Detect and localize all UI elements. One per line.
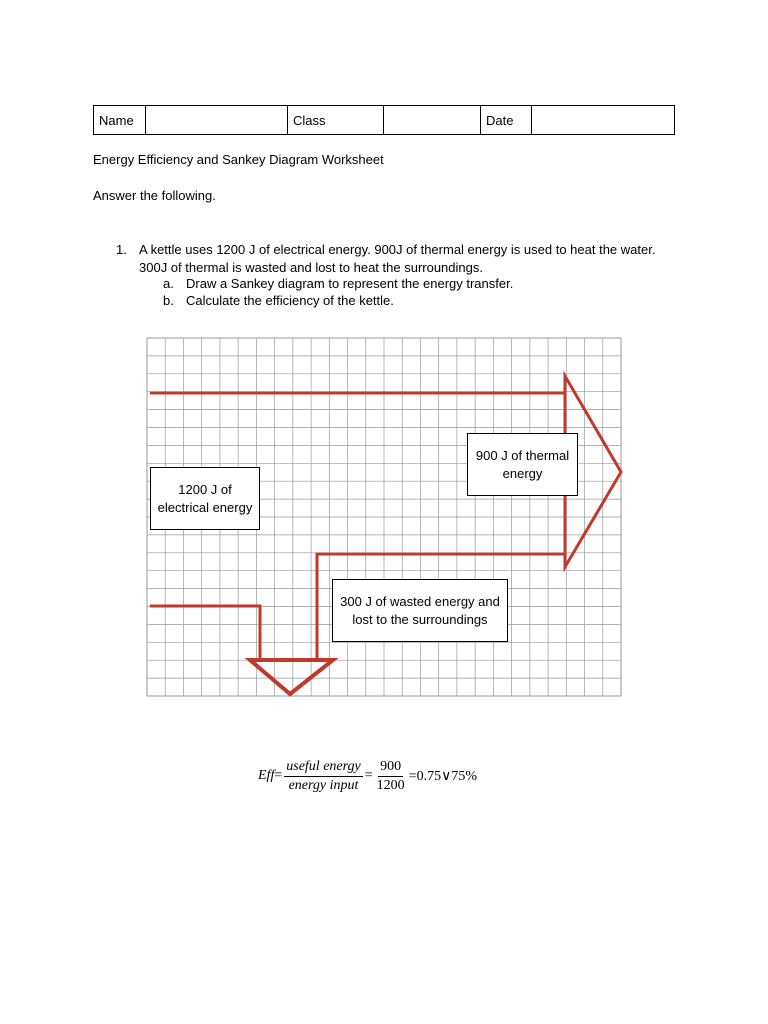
eq-number-fraction <box>375 759 407 794</box>
question-text: A kettle uses 1200 J of electrical energy. 900J of thermal energy is used to heat the water. 300J of thermal is wasted and lost to heat the surroundings. <box>139 242 656 275</box>
question-number: 1. <box>116 242 127 257</box>
worksheet-title: Energy Efficiency and Sankey Diagram Worksheet <box>93 152 384 167</box>
eq-num-value: 900 <box>378 759 403 777</box>
sub-item-a-letter: a. <box>163 276 174 291</box>
input-energy-label: 1200 J of electrical energy <box>150 467 260 530</box>
eq-word-fraction <box>284 759 363 794</box>
class-label: Class <box>288 106 384 135</box>
sub-item-b-text: Calculate the efficiency of the kettle. <box>186 293 394 308</box>
sub-item-a-text: Draw a Sankey diagram to represent the energy transfer. <box>186 276 514 291</box>
name-label: Name <box>94 106 146 135</box>
eq-denominator: energy input <box>288 777 359 793</box>
eq-numerator: useful energy <box>284 759 363 777</box>
efficiency-equation <box>258 756 477 796</box>
date-label: Date <box>481 106 532 135</box>
eq-equals-2: = <box>364 768 373 783</box>
instructions: Answer the following. <box>93 188 216 203</box>
eq-equals-1: = <box>274 768 283 783</box>
eq-result: =0.75∨75% <box>408 768 477 784</box>
wasted-energy-label: 300 J of wasted energy and lost to the surroundings <box>332 579 508 642</box>
sub-item-b-letter: b. <box>163 293 174 308</box>
useful-energy-label: 900 J of thermal energy <box>467 433 578 496</box>
eq-lhs: Eff <box>258 768 275 783</box>
eq-den-value: 1200 <box>376 777 405 793</box>
